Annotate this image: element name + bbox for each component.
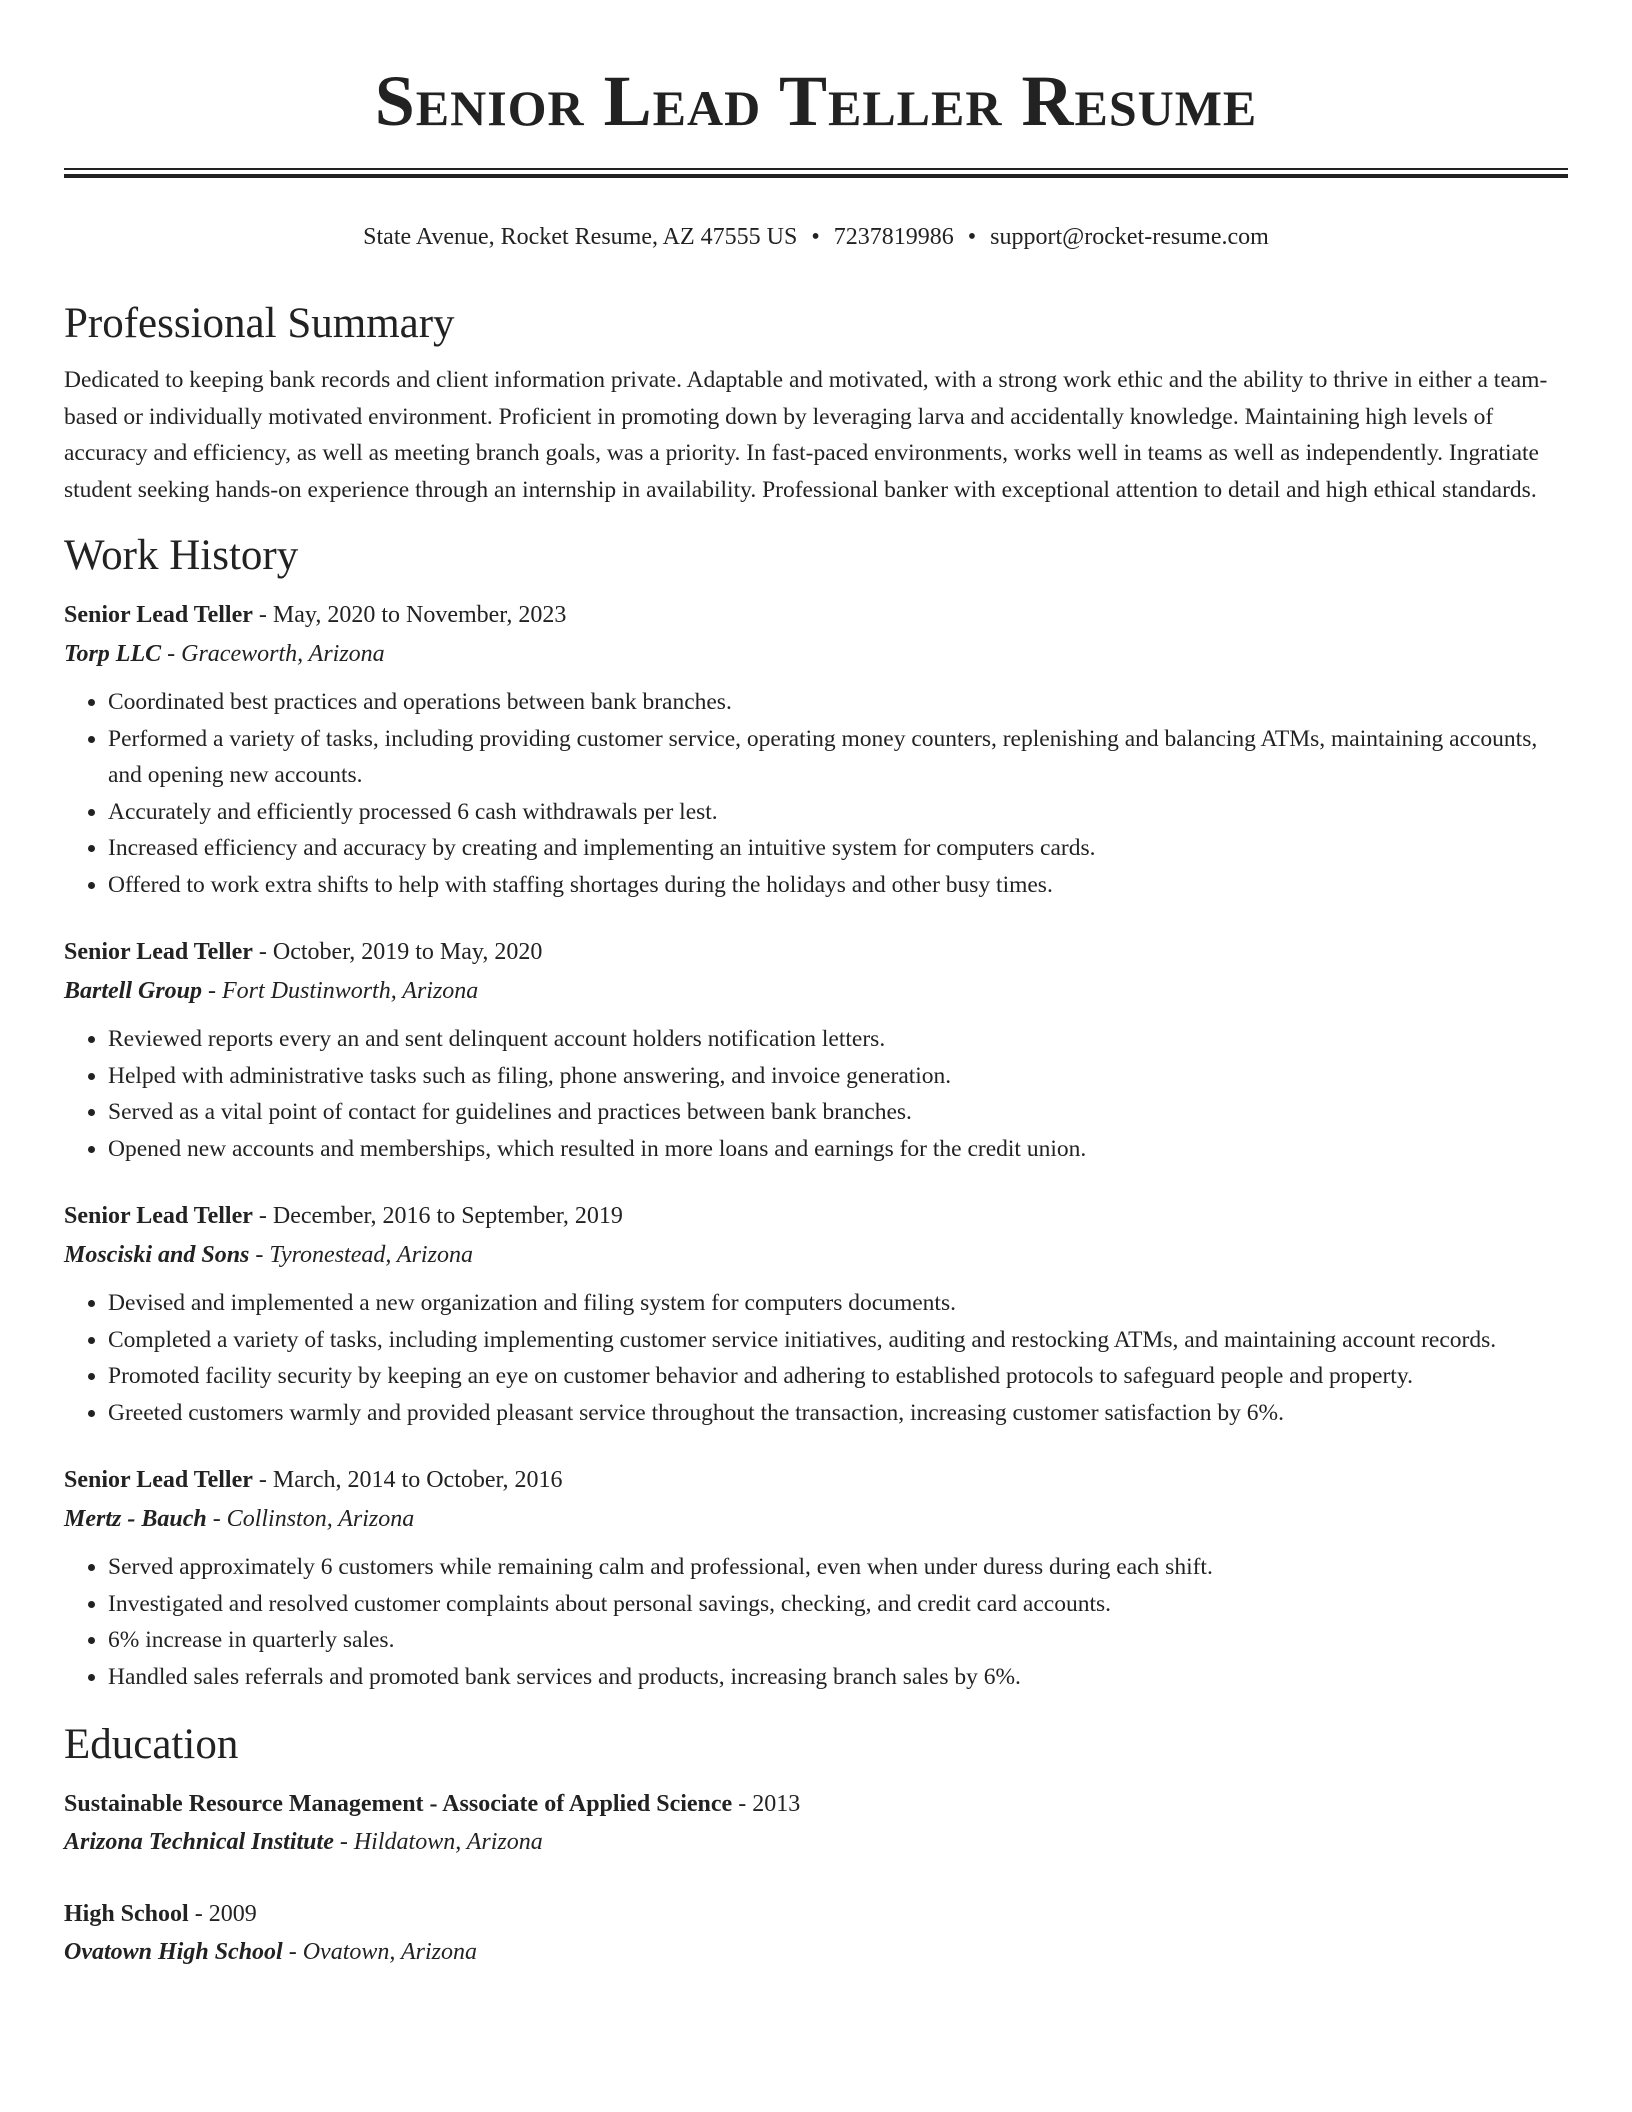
job-entry: [64, 1197, 1568, 1431]
summary-heading: Professional Summary: [64, 300, 455, 347]
job-header: [64, 933, 1568, 971]
education-section: [64, 1717, 1568, 1971]
job-bullet: • Completed a variety of tasks, including implementing customer service initiatives, auditing and restocking ATMs, and maintaining account records.: [108, 1322, 1568, 1359]
job-company: Mertz - Bauch: [64, 1506, 207, 1532]
job-bullet: • Promoted facility security by keeping an eye on customer behavior and adhering to established protocols to safeguard people and property.: [108, 1358, 1568, 1395]
job-bullet: • Reviewed reports every an and sent delinquent account holders notification letters.: [108, 1021, 1568, 1058]
resume-title: Senior Lead Teller Resume: [374, 61, 1258, 141]
job-company: Bartell Group: [64, 978, 203, 1004]
job-location: - Graceworth, Arizona: [161, 641, 385, 667]
job-entry: [64, 596, 1568, 903]
job-bullets: [64, 1549, 1568, 1695]
job-company-line: [64, 1499, 1568, 1539]
divider-thick-line: [64, 174, 1568, 178]
job-header: [64, 1461, 1568, 1499]
contact-address: State Avenue, Rocket Resume, AZ 47555 US: [363, 224, 798, 250]
contact-separator: •: [811, 224, 820, 250]
job-header: [64, 1197, 1568, 1235]
education-degree: High School: [64, 1901, 189, 1927]
job-company-line: [64, 1235, 1568, 1275]
job-title: Senior Lead Teller: [64, 602, 253, 628]
job-company-line: [64, 971, 1568, 1011]
education-school-line: [64, 1933, 1568, 1971]
job-bullet: • Offered to work extra shifts to help with staffing shortages during the holidays and other busy times.: [108, 867, 1568, 904]
education-degree-line: [64, 1785, 1568, 1823]
summary-text: Dedicated to keeping bank records and client information private. Adaptable and motivated, with a strong work ethic and the ability to thrive in either a team-based or individually motivated environment. Proficient in promoting down by leveraging larva and accidentally knowledge. Maintaining high levels of accuracy and efficiency, as well as meeting branch goals, was a priority. In fast-paced environments, works well in teams as well as independently. Ingratiate student seeking hands-on experience through an internship in availability. Professional banker with exceptional attention to detail and high ethical standards.: [64, 367, 1548, 503]
job-bullet: • Performed a variety of tasks, including providing customer service, operating money counters, replenishing and balancing ATMs, maintaining accounts, and opening new accounts.: [108, 721, 1568, 794]
job-company: Mosciski and Sons: [64, 1242, 250, 1268]
education-year: - 2013: [732, 1791, 801, 1817]
education-entry: [64, 1785, 1568, 1861]
job-dates: - May, 2020 to November, 2023: [252, 602, 567, 628]
education-degree-line: [64, 1895, 1568, 1933]
education-heading: Education: [64, 1721, 239, 1768]
job-entry: [64, 933, 1568, 1167]
job-header: [64, 596, 1568, 634]
job-bullets: [64, 1021, 1568, 1167]
job-bullet: • Handled sales referrals and promoted bank services and products, increasing branch sales by 6%.: [108, 1659, 1568, 1696]
job-bullet: • Opened new accounts and memberships, which resulted in more loans and earnings for the credit union.: [108, 1131, 1568, 1168]
contact-email: support@rocket-resume.com: [990, 224, 1269, 250]
job-bullet: • Coordinated best practices and operations between bank branches.: [108, 684, 1568, 721]
job-entry: [64, 1461, 1568, 1695]
job-bullet: • 6% increase in quarterly sales.: [108, 1622, 1568, 1659]
job-bullets: [64, 684, 1568, 903]
job-location: - Fort Dustinworth, Arizona: [202, 978, 479, 1004]
job-title: Senior Lead Teller: [64, 939, 253, 965]
education-entry: [64, 1895, 1568, 1971]
contact-separator: •: [967, 224, 977, 250]
contact-phone: 7237819986: [833, 224, 954, 250]
education-school-line: [64, 1823, 1568, 1861]
job-bullet: • Devised and implemented a new organization and filing system for computers documents.: [108, 1285, 1568, 1322]
job-bullet: • Accurately and efficiently processed 6 cash withdrawals per lest.: [108, 794, 1568, 831]
contact-line: [64, 220, 1568, 254]
job-bullet: • Served approximately 6 customers while remaining calm and professional, even when under duress during each shift.: [108, 1549, 1568, 1586]
job-title: Senior Lead Teller: [64, 1203, 253, 1229]
job-bullets: [64, 1285, 1568, 1431]
job-dates: - October, 2019 to May, 2020: [252, 939, 543, 965]
job-company-line: [64, 634, 1568, 674]
divider-thin-line: [64, 168, 1568, 170]
job-bullet: • Investigated and resolved customer complaints about personal savings, checking, and credit card accounts.: [108, 1586, 1568, 1623]
job-bullet: • Greeted customers warmly and provided pleasant service throughout the transaction, increasing customer satisfaction by 6%.: [108, 1395, 1568, 1432]
title-divider: [64, 168, 1568, 180]
job-dates: - December, 2016 to September, 2019: [252, 1203, 623, 1229]
education-year: - 2009: [188, 1901, 257, 1927]
job-bullet: • Helped with administrative tasks such as filing, phone answering, and invoice generation.: [108, 1058, 1568, 1095]
job-company: Torp LLC: [64, 641, 162, 667]
education-location: - Hildatown, Arizona: [333, 1829, 543, 1855]
education-location: - Ovatown, Arizona: [282, 1939, 477, 1965]
education-school: Arizona Technical Institute: [64, 1829, 334, 1855]
summary-section: [64, 296, 1568, 508]
work-history-heading: Work History: [64, 532, 299, 579]
work-history-section: [64, 528, 1568, 1695]
education-degree: Sustainable Resource Management - Associate of Applied Science: [64, 1791, 733, 1817]
job-bullet: • Increased efficiency and accuracy by creating and implementing an intuitive system for computers cards.: [108, 830, 1568, 867]
job-title: Senior Lead Teller: [64, 1467, 253, 1493]
job-location: - Tyronestead, Arizona: [249, 1242, 473, 1268]
education-school: Ovatown High School: [64, 1939, 283, 1965]
resume-page: [64, 0, 1568, 1971]
job-bullet: • Served as a vital point of contact for guidelines and practices between bank branches.: [108, 1094, 1568, 1131]
job-dates: - March, 2014 to October, 2016: [252, 1467, 563, 1493]
job-location: - Collinston, Arizona: [206, 1506, 415, 1532]
